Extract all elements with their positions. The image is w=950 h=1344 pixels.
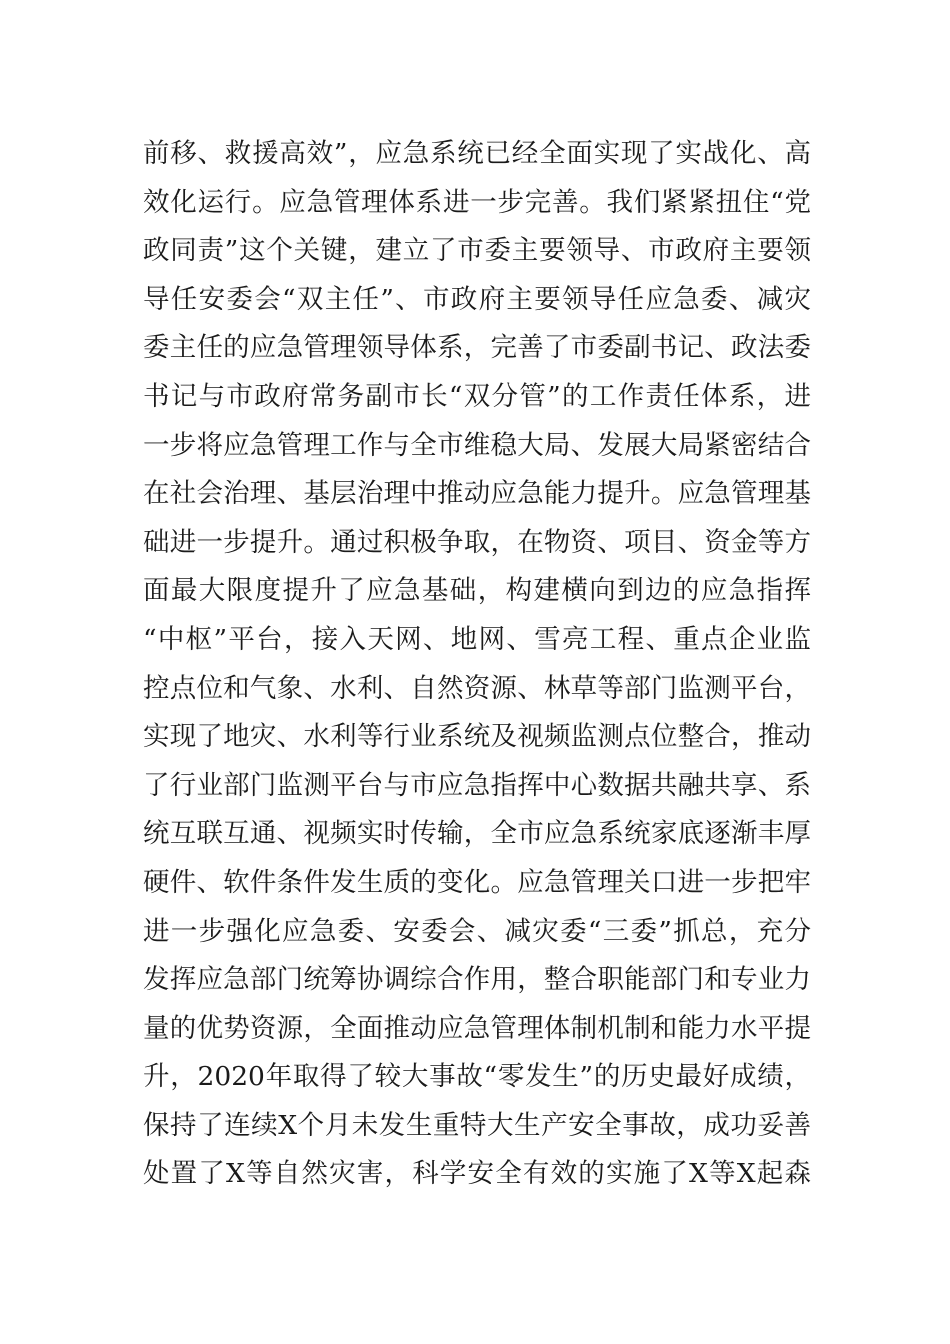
paragraph-line: 保持了连续X个月未发生重特大生产安全事故，成功妥善 [143,1109,811,1141]
paragraph-line: 础进一步提升。通过积极争取，在物资、项目、资金等方 [143,526,811,558]
paragraph-line: 面最大限度提升了应急基础，构建横向到边的应急指挥 [143,575,811,607]
paragraph-line: 了行业部门监测平台与市应急指挥中心数据共融共享、系 [143,769,811,801]
paragraph-line: 导任安委会“双主任”、市政府主要领导任应急委、减灾 [143,283,811,315]
paragraph-line: “中枢”平台，接入天网、地网、雪亮工程、重点企业监 [143,623,811,655]
paragraph-line: 升，2020年取得了较大事故“零发生”的历史最好成绩， [143,1061,811,1093]
paragraph-line: 前移、救援高效”，应急系统已经全面实现了实战化、高 [143,138,811,169]
paragraph-line: 效化运行。应急管理体系进一步完善。我们紧紧扭住“党 [143,186,811,218]
paragraph-line: 书记与市政府常务副市长“双分管”的工作责任体系，进 [143,380,811,412]
paragraph-line: 发挥应急部门统筹协调综合作用，整合职能部门和专业力 [143,964,811,996]
paragraph-line: 在社会治理、基层治理中推动应急能力提升。应急管理基 [143,478,811,510]
paragraph-line: 进一步强化应急委、安委会、减灾委“三委”抓总，充分 [143,915,811,947]
paragraph-line: 控点位和气象、水利、自然资源、林草等部门监测平台， [143,672,811,704]
paragraph-line: 一步将应急管理工作与全市维稳大局、发展大局紧密结合 [143,429,811,461]
paragraph-line: 实现了地灾、水利等行业系统及视频监测点位整合，推动 [143,721,811,753]
paragraph-line: 量的优势资源，全面推动应急管理体制机制和能力水平提 [143,1012,811,1044]
paragraph-line: 硬件、软件条件发生质的变化。应急管理关口进一步把牢 [143,866,811,898]
paragraph-line: 处置了X等自然灾害，科学安全有效的实施了X等X起森 [143,1158,811,1190]
paragraph-line: 政同责”这个关键，建立了市委主要领导、市政府主要领 [143,235,811,267]
paragraph-line: 委主任的应急管理领导体系，完善了市委副书记、政法委 [143,332,811,364]
paragraph-line: 统互联互通、视频实时传输，全市应急系统家底逐渐丰厚 [143,818,811,850]
body-paragraph [143,130,811,1199]
